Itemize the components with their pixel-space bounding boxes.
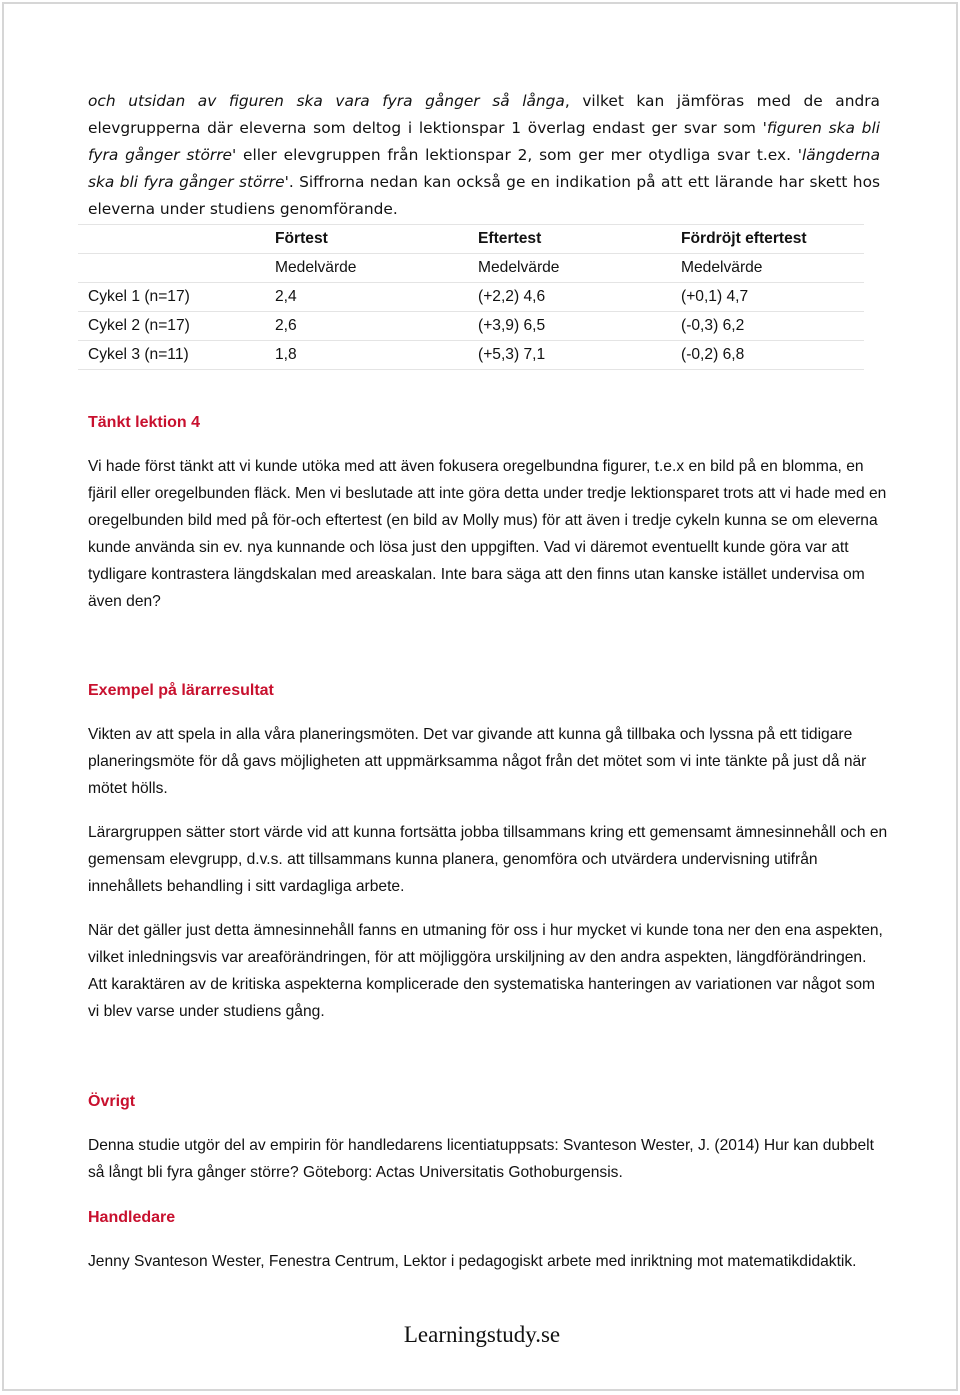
- footer-site-name: Learningstudy.se: [403, 1322, 561, 1347]
- intro-italic-3: 'längderna ska bli fyra gånger större': [88, 146, 880, 191]
- table-subheader-cell: Medelvärde: [468, 254, 671, 283]
- section-handledare: [88, 1204, 888, 1275]
- section-paragraph: Lärargruppen sätter stort värde vid att kunna fortsätta jobba tillsammans kring ett gemensamt ämnesinnehåll och en gemensam elevgrupp, d.v.s. att tillsammans kunna planera, genomföra och utvärdera undervisning utifrån innehållets behandling i sitt vardagliga arbete.: [88, 824, 888, 895]
- section-tankt-lektion: [88, 409, 888, 615]
- section-exempel: [88, 677, 888, 1025]
- section-heading: Exempel på lärarresultat: [88, 682, 274, 699]
- section-heading: Övrigt: [88, 1093, 136, 1110]
- table-subheader-cell: Medelvärde: [671, 254, 864, 283]
- table-row: [78, 341, 864, 370]
- section-ovrigt: [88, 1088, 888, 1186]
- table-header-cell: Fördröjt eftertest: [671, 225, 864, 254]
- results-table: [78, 224, 864, 370]
- section-body: Denna studie utgör del av empirin för handledarens licentiatuppsats: Svanteson Wester, J. (2014) Hur kan dubbelt så långt bli fyra gånger större? Göteborg: Actas Universitatis Gothoburgensis.: [88, 1137, 874, 1181]
- section-paragraph: När det gäller just detta ämnesinnehåll fanns en utmaning för oss i hur mycket vi kunde tona ner den ena aspekten, vilket inledningsvis var areaförändringen, för att möjliggöra urskiljning av den andra aspekten, längdförändringen. Att karaktären av de kritiska aspekterna komplicerade den systematiska hanteringen av variationen var något som vi blev varse under studiens gång.: [88, 922, 883, 1020]
- table-cell: 2,4: [265, 283, 468, 312]
- intro-text-1: , vilket kan jämföras med de andra elevgrupperna där eleverna som deltog i lektionspar 1 överlag endast ger svar som: [88, 92, 880, 137]
- section-body: Vi hade först tänkt att vi kunde utöka med att även fokusera oregelbundna figurer, t.e.x en bild på en blomma, en fjäril eller oregelbunden fläck. Men vi beslutade att inte göra detta under tredje lektionsparet trots att vi hade med en oregelbunden bild med på för-och eftertest (en bild av Molly mus) för att även i tredje cykeln kunna se om eleverna kunde använda sin ev. nya kunnande och lösa just den uppgiften. Vad vi däremot eventuellt kunde göra var att tydligare kontrastera längdskalan med areaskalan. Inte bara säga att den finns utan kanske istället undervisa om även den?: [88, 458, 887, 610]
- table-subheader-row: [78, 254, 864, 283]
- table-subheader-cell: [78, 254, 265, 283]
- table-header-cell: Eftertest: [468, 225, 671, 254]
- section-heading: Tänkt lektion 4: [88, 414, 201, 431]
- table-row: [78, 312, 864, 341]
- table-row: [78, 283, 864, 312]
- table-cell: (-0,2) 6,8: [671, 341, 864, 370]
- document-page: [2, 2, 958, 1391]
- section-paragraph: Vikten av att spela in alla våra planeringsmöten. Det var givande att kunna gå tillbaka och lyssna på ett tidigare planeringsmöte för då gavs möjligheten att uppmärksamma något från det mötet som vi inte tänkte på just då när mötet hölls.: [88, 726, 867, 797]
- table-cell: Cykel 3 (n=11): [78, 341, 265, 370]
- intro-text-2: eller elevgruppen från lektionspar 2, som ger mer otydliga svar t.ex.: [236, 146, 798, 164]
- table-cell: (+0,1) 4,7: [671, 283, 864, 312]
- table-cell: (+3,9) 6,5: [468, 312, 671, 341]
- table-header-row: [78, 225, 864, 254]
- table-header-cell: [78, 225, 265, 254]
- intro-italic-2: 'figuren ska bli fyra gånger större': [88, 119, 880, 164]
- intro-paragraph: [88, 88, 880, 223]
- table-cell: (+2,2) 4,6: [468, 283, 671, 312]
- table-cell: 2,6: [265, 312, 468, 341]
- section-body: Jenny Svanteson Wester, Fenestra Centrum, Lektor i pedagogiskt arbete med inriktning mot matematikdidaktik.: [88, 1253, 857, 1270]
- table-cell: 1,8: [265, 341, 468, 370]
- table-header-cell: Förtest: [265, 225, 468, 254]
- intro-italic-1: och utsidan av figuren ska vara fyra gånger så långa: [88, 92, 565, 110]
- table-subheader-cell: Medelvärde: [265, 254, 468, 283]
- table-cell: Cykel 1 (n=17): [78, 283, 265, 312]
- table-cell: (+5,3) 7,1: [468, 341, 671, 370]
- table-cell: Cykel 2 (n=17): [78, 312, 265, 341]
- table-cell: (-0,3) 6,2: [671, 312, 864, 341]
- section-heading: Handledare: [88, 1209, 176, 1226]
- intro-text-3: . Siffrorna nedan kan också ge en indikation på att ett lärande har skett hos eleverna under studiens genomförande.: [88, 173, 881, 218]
